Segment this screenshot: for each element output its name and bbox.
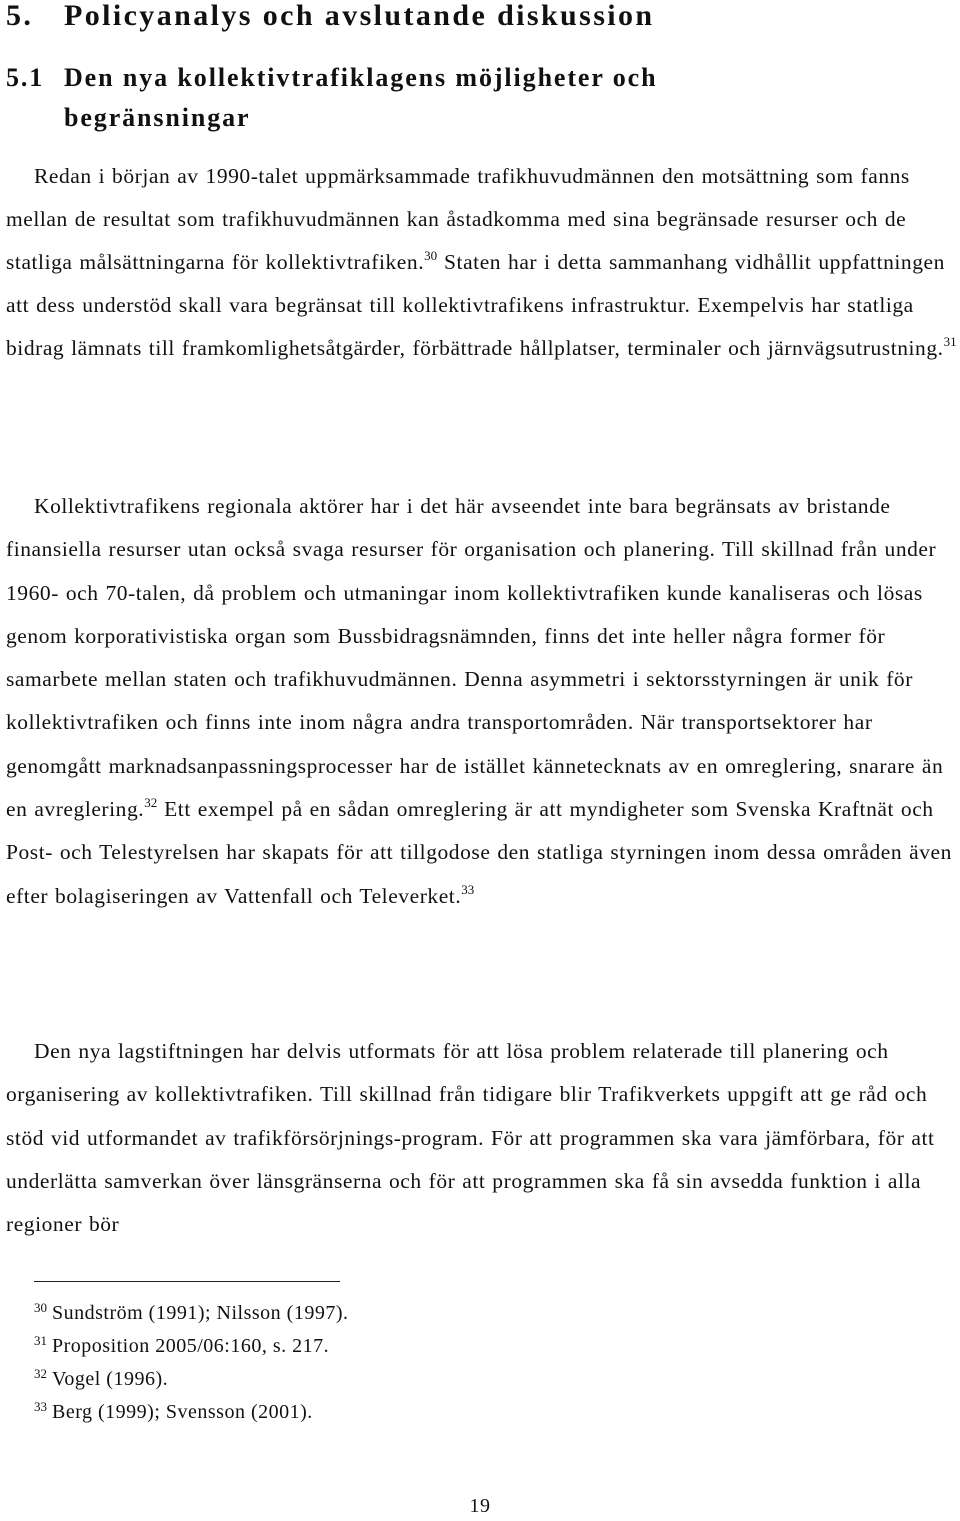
paragraph-1 — [6, 155, 960, 370]
footnote-ref-32: 32 — [144, 795, 158, 811]
paragraph-3 — [6, 1030, 960, 1246]
footnote-text: Vogel (1996). — [52, 1368, 169, 1390]
chapter-number: 5. — [6, 0, 34, 32]
section-heading — [6, 58, 946, 138]
footnote-separator — [34, 1281, 340, 1282]
chapter-heading — [6, 0, 655, 36]
footnote-text: Proposition 2005/06:160, s. 217. — [52, 1335, 330, 1357]
footnote-number: 31 — [34, 1333, 47, 1348]
footnote-item — [34, 1393, 349, 1426]
footnote-ref-30: 30 — [424, 248, 438, 263]
footnote-number: 33 — [34, 1399, 47, 1414]
footnote-number: 32 — [34, 1366, 47, 1381]
section-title-line1: Den nya kollektivtrafiklagens möjligheter och — [64, 63, 658, 92]
page-number: 19 — [469, 1495, 491, 1517]
footnote-number: 30 — [34, 1300, 47, 1315]
paragraph-3-text: Den nya lagstiftningen har delvis utformats för att lösa problem relaterade till planering och organisering av kollektivtrafiken. Till skillnad från tidigare blir Trafikverkets uppgift att ge råd och stöd vid utformandet av trafikförsörjnings-program. För att programmen ska vara jämförbara, för att underlätta samverkan över länsgränserna och för att programmen ska få sin avsedda funktion i alla regioner bör — [6, 1039, 935, 1237]
paragraph-1-text-a: Redan i början av 1990-talet uppmärksammade trafikhuvudmännen den motsättning som fanns mellan de resultat som trafikhuvudmännen kan åstadkomma med sina begränsade resurser och de statliga målsättningarna för kollektivtrafiken. — [6, 164, 910, 274]
paragraph-2 — [6, 485, 960, 918]
section-title-line2: begränsningar — [64, 103, 251, 132]
paragraph-2-text-a: Kollektivtrafikens regionala aktörer har i det här avseendet inte bara begränsats av bristande finansiella resurser utan också svaga resurser för organisation och planering. Till skillnad från under 1960- och 70-talen, då problem och utmaningar inom kollektivtrafiken kunde kanaliseras och lösas genom korporativistiska organ som Bussbidragsnämnden, finns det inte heller några former för samarbete mellan staten och trafikhuvudmännen. Denna asymmetri i sektorsstyrningen är unik för kollektivtrafiken och finns inte inom några andra transportområden. När transportsektorer har genomgått marknadsanpassningsprocesser har de istället kännetecknats av en omreglering, snarare än en avreglering. — [6, 494, 944, 822]
footnote-ref-31: 31 — [943, 334, 957, 349]
footnote-text: Berg (1999); Svensson (2001). — [52, 1401, 313, 1423]
footnotes-list — [34, 1294, 349, 1426]
footnote-ref-33: 33 — [461, 881, 475, 897]
section-number: 5.1 — [6, 63, 45, 92]
footnote-item — [34, 1294, 349, 1327]
footnote-item — [34, 1327, 349, 1360]
chapter-title: Policyanalys och avslutande diskussion — [64, 0, 655, 32]
footnote-item — [34, 1360, 349, 1393]
footnote-text: Sundström (1991); Nilsson (1997). — [52, 1302, 349, 1324]
paragraph-2-text-b: Ett exempel på en sådan omreglering är att myndigheter som Svenska Kraftnät och Post- och Telestyrelsen har skapats för att tillgodose den statliga styrningen inom dessa områden även efter bolagiseringen av Vattenfall och Televerket. — [6, 797, 952, 908]
paragraph-1-text-b: Staten har i detta sammanhang vidhållit uppfattningen att dess understöd skall vara begränsat till kollektivtrafikens infrastruktur. Exempelvis har statliga bidrag lämnats till framkomlighetsåtgärder, förbättrade hållplatser, terminaler och järnvägsutrustning. — [6, 250, 945, 360]
